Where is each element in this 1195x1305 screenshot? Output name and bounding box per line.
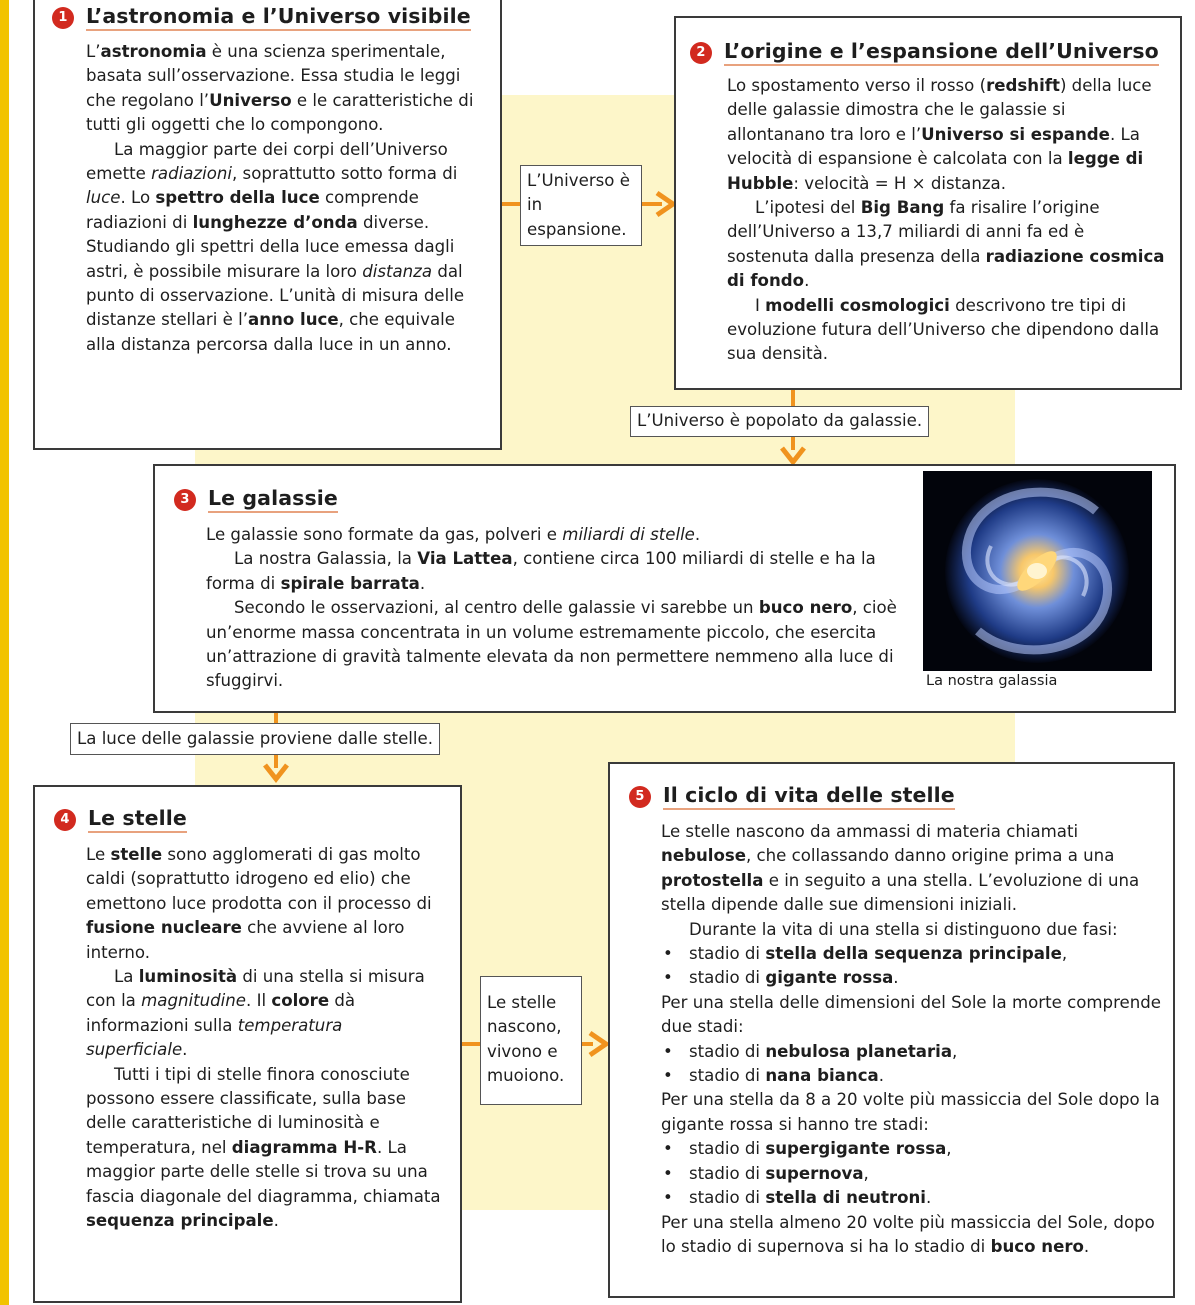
life-cycle-paragraph-3: Per una stella delle dimensioni del Sole la morte comprende due stadi: bbox=[661, 992, 1161, 1037]
box-galaxies-title: Le galassie bbox=[208, 486, 338, 513]
section-number-badge: 1 bbox=[52, 7, 74, 29]
box-astronomy-title: L’astronomia e l’Universo visibile bbox=[86, 4, 471, 31]
connector-label-galaxies: L’Universo è popolato da galassie. bbox=[630, 406, 929, 437]
box-galaxies-heading bbox=[174, 486, 338, 513]
box-star-life-cycle-heading bbox=[629, 783, 955, 810]
connector-line-4 bbox=[461, 1042, 481, 1046]
galaxies-paragraph-1: Le galassie sono formate da gas, polveri e miliardi di stelle. bbox=[206, 525, 701, 544]
connector-label-starlight: La luce delle galassie proviene dalle stelle. bbox=[70, 723, 440, 755]
box-star-life-cycle-text bbox=[661, 820, 1161, 1259]
life-phases-list bbox=[661, 942, 1161, 991]
list-item: • stadio di stella della sequenza principale, bbox=[661, 942, 1161, 966]
arrow-down-icon bbox=[780, 446, 806, 466]
box-stars-text bbox=[86, 843, 446, 1234]
connector-label-star-life: Le stelle nascono, vivono e muoiono. bbox=[480, 976, 582, 1105]
massive-star-stages-list bbox=[661, 1137, 1161, 1210]
box-galaxies-text bbox=[206, 523, 906, 694]
stars-paragraph-1: Le stelle sono agglomerati di gas molto caldi (soprattutto idrogeno ed elio) che emettono luce prodotta con il processo di fusione nucleare che avviene al loro interno. bbox=[86, 845, 432, 962]
list-item: • stadio di gigante rossa. bbox=[661, 966, 1161, 990]
section-number-badge: 5 bbox=[629, 786, 651, 808]
list-item: • stadio di nebulosa planetaria, bbox=[661, 1040, 1161, 1064]
box-universe-origin-text bbox=[727, 74, 1165, 367]
astronomy-paragraph-1: L’astronomia è una scienza sperimentale, basata sull’osservazione. Essa studia le leggi che regolano l’Universo e le caratteristiche di tutti gli oggetti che lo compongono. bbox=[86, 42, 474, 135]
section-number-badge: 4 bbox=[54, 809, 76, 831]
box-astronomy-text bbox=[86, 40, 480, 357]
milky-way-galaxy-image bbox=[923, 471, 1152, 671]
life-cycle-paragraph-2: Durante la vita di una stella si distinguono due fasi: bbox=[689, 919, 1118, 939]
box-astronomy-heading bbox=[52, 4, 471, 31]
connector-line-2 bbox=[791, 389, 795, 406]
arrow-down-icon bbox=[263, 763, 289, 783]
origin-paragraph-1: Lo spostamento verso il rosso (redshift) della luce delle galassie dimostra che le galassie si allontanano tra loro e l’Universo si espande. La velocità di espansione è calcolata con la legge di Hubble: velocità = H × distanza. bbox=[727, 76, 1152, 193]
section-number-badge: 3 bbox=[174, 489, 196, 511]
arrow-right-icon bbox=[588, 1031, 610, 1057]
stars-paragraph-3: Tutti i tipi di stelle finora conosciute possono essere classificate, sulla base delle caratteristiche di luminosità e temperatura, nel diagramma H-R. La maggior parte delle stelle si trova su una fascia diagonale del diagramma, chiamata sequenza principale. bbox=[86, 1064, 441, 1231]
connector-label-expansion: L’Universo è in espansione. bbox=[520, 165, 642, 246]
box-stars-title: Le stelle bbox=[88, 806, 187, 833]
list-item: • stadio di supergigante rossa, bbox=[661, 1137, 1161, 1161]
galaxies-paragraph-3: Secondo le osservazioni, al centro delle galassie vi sarebbe un buco nero, cioè un’enorme massa concentrata in un volume estremamente piccolo, che esercita un’attrazione di gravità talmente elevata da non permettere nemmeno alla luce di sfuggirvi. bbox=[206, 598, 897, 691]
galaxies-paragraph-2: La nostra Galassia, la Via Lattea, contiene circa 100 miliardi di stelle e ha la forma di spirale barrata. bbox=[206, 549, 876, 593]
galaxy-image-caption: La nostra galassia bbox=[926, 673, 1058, 689]
left-color-stripe bbox=[0, 0, 9, 1305]
life-cycle-paragraph-5: Per una stella almeno 20 volte più massiccia del Sole, dopo lo stadio di supernova si ha lo stadio di buco nero. bbox=[661, 1212, 1155, 1256]
list-item: • stadio di nana bianca. bbox=[661, 1064, 1161, 1088]
origin-paragraph-2: L’ipotesi del Big Bang fa risalire l’origine dell’Universo a 13,7 miliardi di anni fa ed è sostenuta dalla presenza della radiazione cosmica di fondo. bbox=[727, 198, 1165, 291]
box-universe-origin-title: L’origine e l’espansione dell’Universo bbox=[724, 39, 1159, 66]
box-star-life-cycle-title: Il ciclo di vita delle stelle bbox=[663, 783, 955, 810]
life-cycle-paragraph-1: Le stelle nascono da ammassi di materia chiamati nebulose, che collassando danno origine prima a una protostella e in seguito a una stella. L’evoluzione di una stella dipende dalle sue dimensioni iniziali. bbox=[661, 822, 1140, 915]
sun-like-death-list bbox=[661, 1040, 1161, 1089]
connector-line-1 bbox=[500, 202, 520, 206]
box-stars-heading bbox=[54, 806, 187, 833]
list-item: • stadio di stella di neutroni. bbox=[661, 1186, 1161, 1210]
list-item: • stadio di supernova, bbox=[661, 1162, 1161, 1186]
life-cycle-paragraph-4: Per una stella da 8 a 20 volte più massiccia del Sole dopo la gigante rossa si hanno tre stadi: bbox=[661, 1090, 1160, 1134]
origin-paragraph-3: I modelli cosmologici descrivono tre tipi di evoluzione futura dell’Universo che dipendono dalla sua densità. bbox=[727, 295, 1160, 364]
astronomy-paragraph-2: La maggior parte dei corpi dell’Universo emette radiazioni, soprattutto sotto forma di luce. Lo spettro della luce comprende radiazioni di lunghezze d’onda diverse. Studiando gli spettri della luce emessa dagli astri, è possibile misurare la loro distanza dal punto di osservazione. L’unità di misura delle distanze stellari è l’anno luce, che equivale alla distanza percorsa dalla luce in un anno. bbox=[86, 139, 465, 354]
section-number-badge: 2 bbox=[690, 42, 712, 64]
box-universe-origin-heading bbox=[690, 39, 1159, 66]
stars-paragraph-2: La luminosità di una stella si misura con la magnitudine. Il colore dà informazioni sulla temperatura superficiale. bbox=[86, 967, 425, 1060]
